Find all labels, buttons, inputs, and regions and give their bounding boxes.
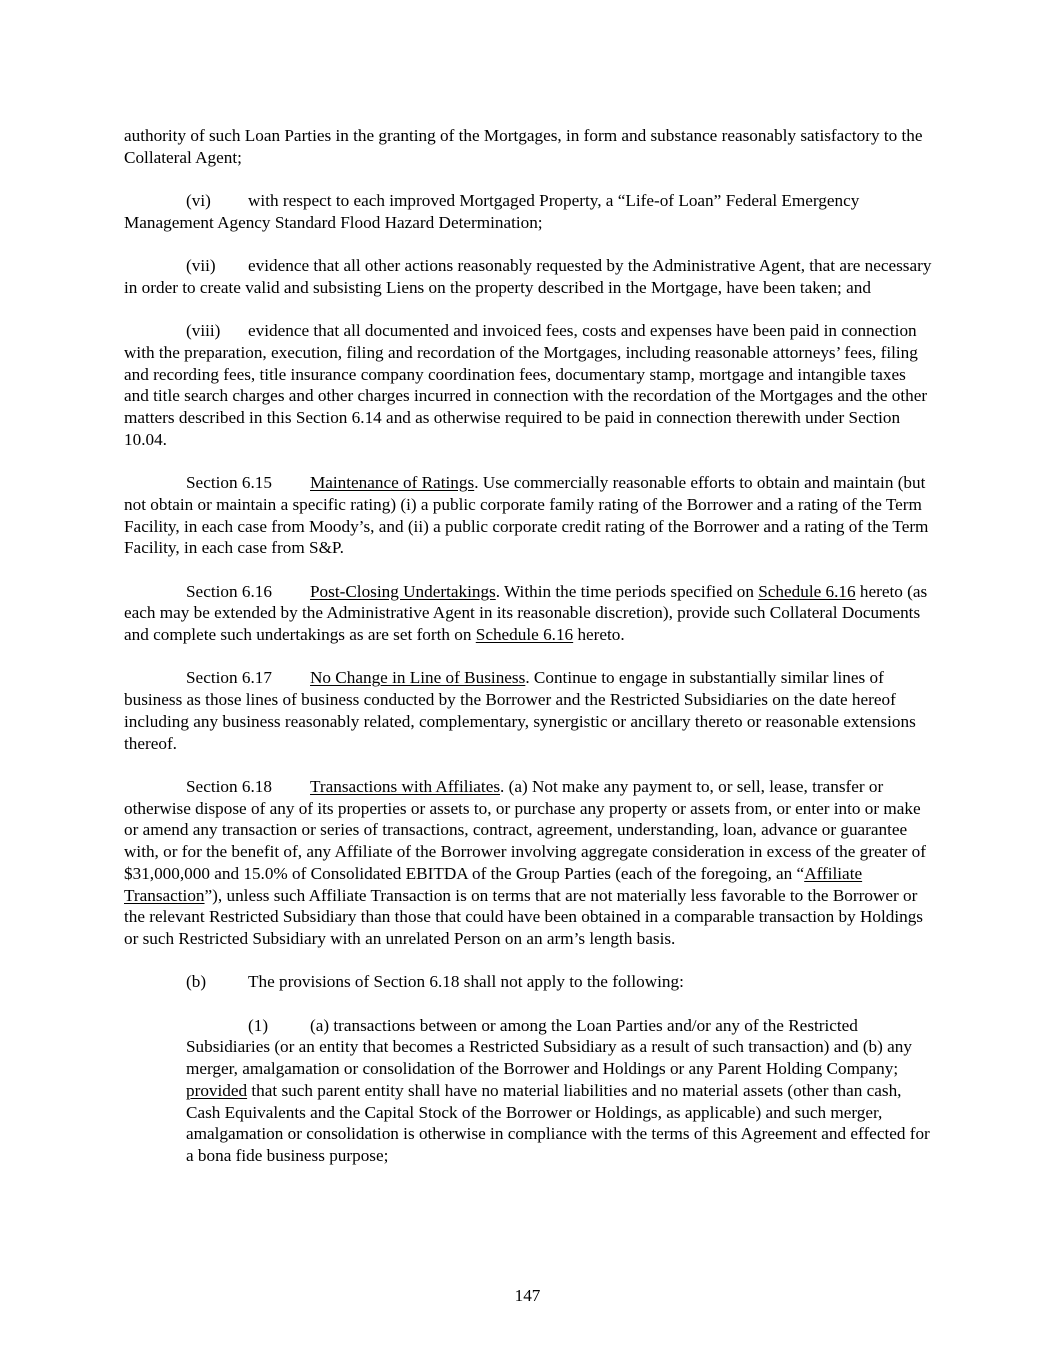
- section-title: Maintenance of Ratings: [310, 473, 475, 493]
- section-number: Section 6.18: [186, 776, 272, 796]
- section-text: . Use commercially reasonable efforts to obtain and maintain (but not obtain or maintain a specific rating) (i) a public corporate family rating of the Borrower and a rating of the Term Facility, in each case from Moody’s, and (ii) a public corporate credit rating of the Borrower and a rating of the Term Facility, in each case from S&P.: [124, 473, 929, 558]
- section-6-17: [124, 667, 932, 754]
- clause-text: (a) transactions between or among the Loan Parties and/or any of the Restricted Subsidiaries (or an entity that becomes a Restricted Subsidiary as a result of such transaction) and (b) any merger, amalgamation or consolidation of the Borrower and Holdings or any Parent Holding Company;: [186, 1015, 912, 1079]
- clause-vii: [124, 255, 932, 298]
- section-text: hereto (as each may be extended by the Administrative Agent in its reasonable discretion), provide such Collateral Documents and complete such undertakings as are set forth on: [124, 581, 928, 645]
- clause-text: evidence that all documented and invoiced fees, costs and expenses have been paid in connection with the preparation, execution, filing and recordation of the Mortgages, including reasonable attorneys’ fees, filing and recording fees, title insurance company coordination fees, documentary stamp, mortgage and intangible taxes and title search charges and other charges incurred in connection with the recordation of the Mortgages and the other matters described in this Section 6.14 and as otherwise required to be paid in connection therewith under Section 10.04.: [124, 321, 928, 449]
- intro-paragraph: authority of such Loan Parties in the granting of the Mortgages, in form and substance reasonably satisfactory to the Collateral Agent;: [124, 126, 923, 167]
- schedule-reference: Schedule 6.16: [475, 625, 574, 645]
- section-text: . (a) Not make any payment to, or sell, lease, transfer or otherwise dispose of any of its properties or assets to, or purchase any property or assets from, or enter into or make or amend any transaction or series of transactions, contract, agreement, understanding, loan, advance or guarantee with, or for the benefit of, any Affiliate of the Borrower involving aggregate consideration in excess of the greater of $31,000,000 and 15.0% of Consolidated EBITDA of the Group Parties (each of the foregoing, an “: [124, 776, 926, 883]
- section-number: Section 6.17: [186, 668, 272, 688]
- section-title: Post-Closing Undertakings: [310, 581, 496, 601]
- clause-number: (b): [186, 972, 207, 992]
- section-text: . Continue to engage in substantially similar lines of business as those lines of business conducted by the Borrower and the Restricted Subsidiaries on the date hereof including any business reasonably related, complementary, synergistic or ancillary thereto or reasonable extensions thereof.: [124, 668, 916, 753]
- defined-term: Affiliate Transaction: [124, 863, 863, 905]
- section-number: Section 6.16: [186, 581, 272, 601]
- section-text: hereto.: [573, 625, 625, 645]
- section-text: ”), unless such Affiliate Transaction is on terms that are not materially less favorable to the Borrower or the relevant Restricted Subsidiary than those that could have been obtained in a comparable transaction by Holdings or such Restricted Subsidiary with an unrelated Person on an arm’s length basis.: [124, 885, 923, 948]
- clause-text: evidence that all other actions reasonably requested by the Administrative Agent, that are necessary in order to create valid and subsisting Liens on the property described in the Mortgage, have been taken; and: [124, 256, 932, 297]
- clause-viii: [124, 320, 932, 450]
- clause-number: (1): [248, 1015, 269, 1035]
- schedule-reference: Schedule 6.16: [758, 581, 856, 601]
- proviso-term: provided: [186, 1080, 248, 1100]
- section-title: Transactions with Affiliates: [310, 776, 501, 796]
- document-body: [124, 125, 932, 1188]
- clause-number: (vi): [186, 191, 211, 211]
- section-number: Section 6.15: [186, 473, 272, 493]
- clause-b: [124, 971, 932, 993]
- section-6-18: [124, 776, 932, 950]
- clause-text: that such parent entity shall have no material liabilities and no material assets (other than cash, Cash Equivalents and the Capital Stock of the Borrower or Holdings, as applicable) and such merger, amalgamation or consolidation is otherwise in compliance with the terms of this Agreement and effected for a bona fide business purpose;: [186, 1080, 930, 1165]
- section-title: No Change in Line of Business: [310, 668, 526, 688]
- page-number: 147: [514, 1286, 541, 1305]
- clause-text: The provisions of Section 6.18 shall not apply to the following:: [248, 972, 684, 992]
- clause-number: (vii): [186, 256, 216, 276]
- section-6-15: [124, 472, 932, 559]
- clause-1: [186, 1015, 932, 1167]
- section-6-16: [124, 581, 932, 646]
- clause-vi: [124, 190, 932, 233]
- section-text: . Within the time periods specified on: [495, 581, 759, 601]
- clause-text: with respect to each improved Mortgaged Property, a “Life-of Loan” Federal Emergency Management Agency Standard Flood Hazard Determination;: [124, 191, 860, 232]
- clause-number: (viii): [186, 321, 221, 341]
